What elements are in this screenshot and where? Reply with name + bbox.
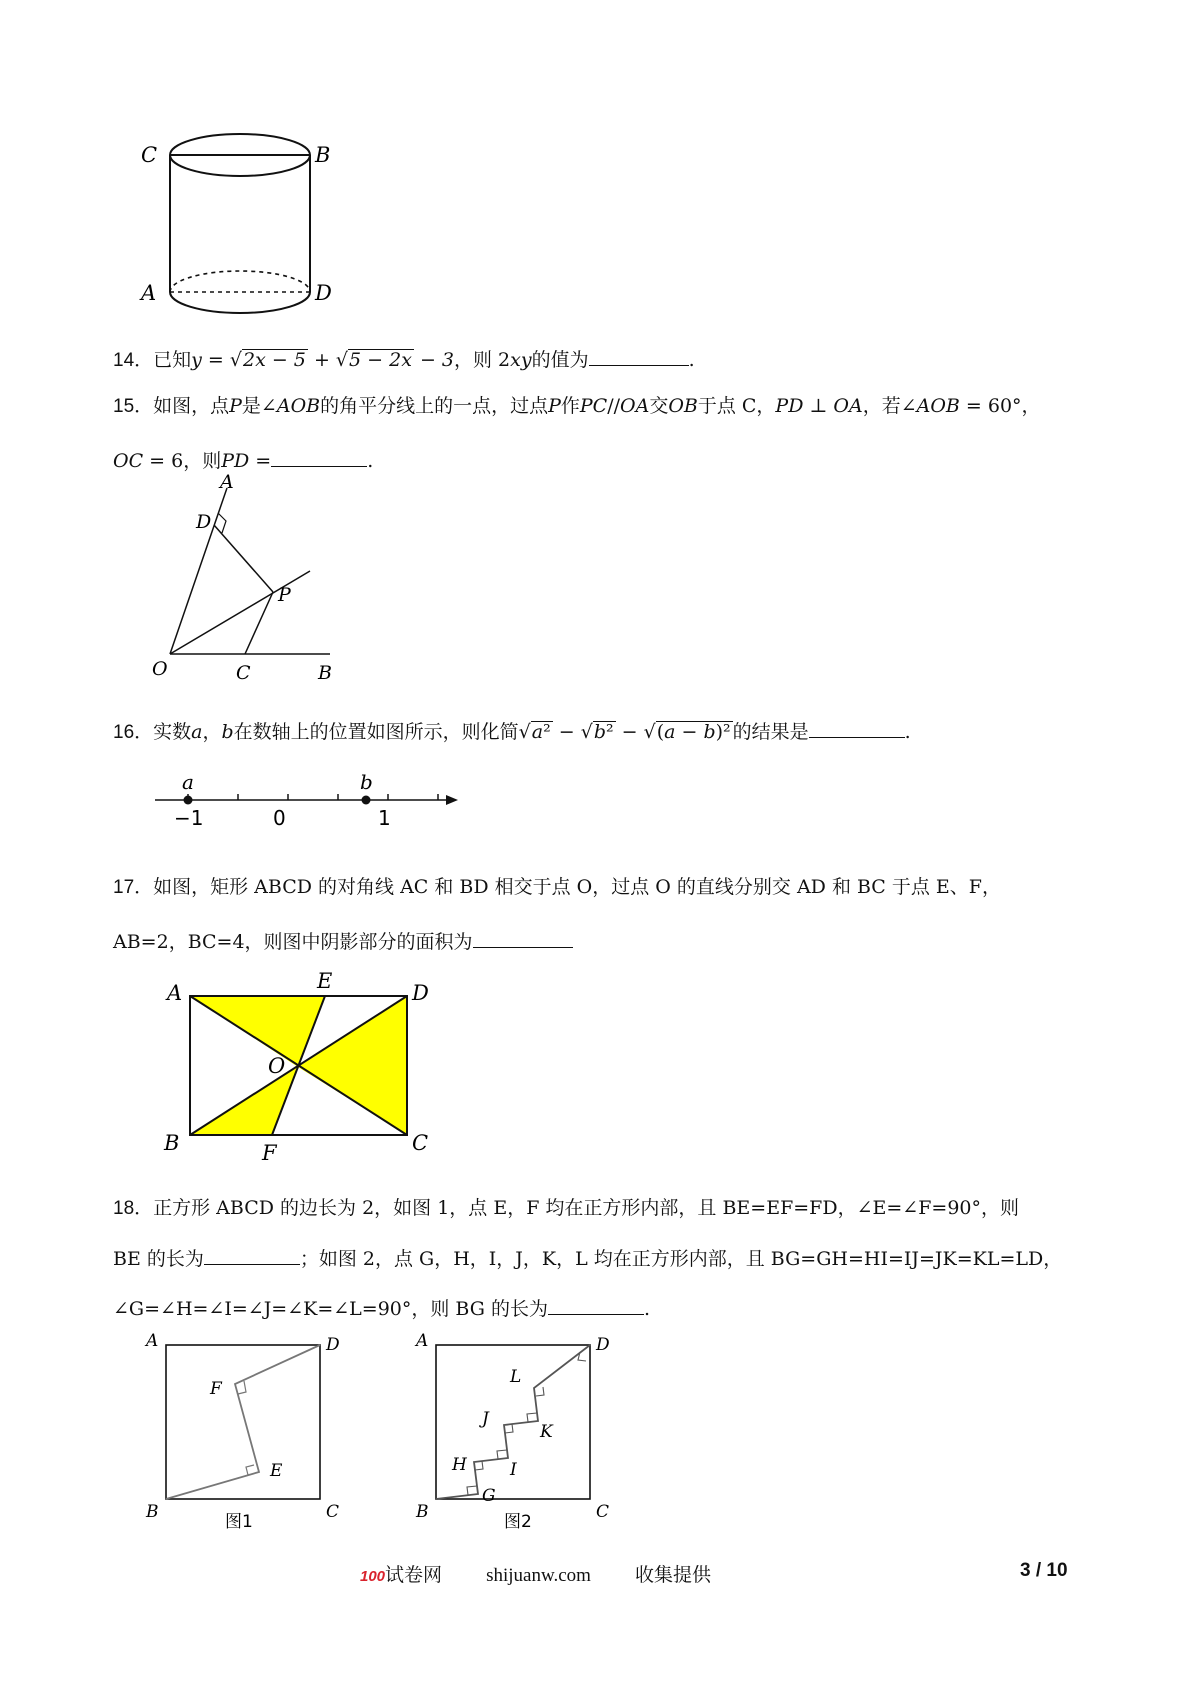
site-logo: 100: [360, 1568, 386, 1585]
label-B: B: [164, 1131, 180, 1155]
answer-blank: [204, 1246, 300, 1265]
answer-blank: [589, 347, 689, 366]
label-a: a: [182, 770, 194, 794]
answer-blank: [271, 448, 367, 467]
label-O: O: [268, 1054, 286, 1078]
question-17: 17．如图，矩形 ABCD 的对角线 AC 和 BD 相交于点 O，过点 O 的直线分别交 AD 和 BC 于点 E、F， AB=2，BC=4，则图中阴影部分的面积为: [113, 876, 1001, 953]
label-B: B: [315, 143, 331, 167]
site-url: shijuanw.com: [486, 1565, 591, 1586]
label-B: B: [416, 1502, 429, 1522]
label-A: A: [220, 471, 234, 493]
answer-blank: [473, 929, 573, 948]
q15-line1: 如图，点𝑃是∠𝐴𝑂𝐵的角平分线上的一点，过点𝑃作𝑃𝐶//𝑂𝐴交𝑂𝐵于点 C，𝑃𝐷 ⊥ 𝑂𝐴，若∠𝐴𝑂𝐵 = 60°，: [153, 395, 1041, 417]
square-figure-2: [410, 1330, 620, 1530]
angle-bisector-figure: [140, 471, 340, 688]
radical-1: 𝑎²: [531, 721, 551, 743]
label-K: K: [540, 1422, 553, 1442]
label-O: O: [152, 658, 168, 680]
label-J: J: [482, 1409, 489, 1429]
rectangle-figure: [162, 969, 442, 1165]
label-C: C: [141, 143, 158, 167]
question-16: 16．实数𝑎，𝑏在数轴上的位置如图所示，则化简√𝑎² − √𝑏² − √(𝑎 − 𝑏)² 的结果是 .: [113, 721, 911, 743]
radical-2: 𝑏²: [593, 721, 614, 743]
radical-2: 5 − 2x: [349, 349, 412, 371]
label-I: I: [510, 1460, 517, 1480]
question-18: 18．正方形 ABCD 的边长为 2，如图 1，点 E，F 均在正方形内部，且 BE=EF=FD，∠E=∠F=90°，则 BE 的长为 ；如图 2，点 G，H，I，J，K，L 均在正方形内部，且 BG=GH=HI=IJ=JK=KL=LD， ∠G=∠H=∠I=∠J=∠K=∠L=90°，则 BG 的长为 .: [113, 1197, 1063, 1320]
label-B: B: [146, 1502, 159, 1522]
label-A: A: [141, 281, 157, 305]
label-D: D: [196, 511, 212, 533]
source-credit: 收集提供: [634, 1564, 711, 1586]
label-A: A: [146, 1331, 159, 1351]
site-name: 试卷网: [385, 1564, 443, 1586]
caption-figure-1: 图1: [225, 1512, 253, 1532]
question-14: 14．已知y = √2x − 5 + √5 − 2x − 3，则 2xy的值为 .: [113, 349, 695, 371]
label-A: A: [167, 981, 183, 1005]
segment-PD: [214, 525, 273, 592]
answer-blank: [548, 1296, 644, 1315]
caption-figure-2: 图2: [504, 1512, 532, 1532]
label-C: C: [326, 1502, 340, 1522]
shaded-region-AEO: [190, 996, 325, 1067]
question-15: 15．如图，点𝑃是∠𝐴𝑂𝐵的角平分线上的一点，过点𝑃作𝑃𝐶//𝑂𝐴交𝑂𝐵于点 C，𝑃𝐷 ⊥ 𝑂𝐴，若∠𝐴𝑂𝐵 = 60°， 𝑂𝐶 = 6，则𝑃𝐷 = .: [113, 395, 1041, 472]
path-B-E-F-D: [166, 1345, 320, 1499]
label-E: E: [270, 1461, 283, 1481]
tick-label-neg1: −1: [174, 806, 204, 830]
label-G: G: [482, 1486, 496, 1506]
label-D: D: [326, 1335, 340, 1355]
answer-blank: [809, 719, 905, 738]
footer-source: [360, 1560, 711, 1587]
point-b: [362, 796, 371, 805]
label-C: C: [596, 1502, 610, 1522]
q15-line2: 𝑂𝐶 = 6，则𝑃𝐷 =: [113, 450, 272, 472]
tick-label-0: 0: [273, 806, 286, 830]
label-P: P: [278, 584, 291, 606]
label-D: D: [315, 281, 332, 305]
q17-line2: AB=2，BC=4，则图中阴影部分的面积为: [113, 931, 473, 953]
radical-1: 2x − 5: [243, 349, 306, 371]
label-B: B: [318, 662, 332, 684]
page-number: 3 / 10: [1020, 1560, 1068, 1581]
label-H: H: [452, 1455, 467, 1475]
q18-line1: 正方形 ABCD 的边长为 2，如图 1，点 E，F 均在正方形内部，且 BE=EF=FD，∠E=∠F=90°，则: [153, 1197, 1020, 1219]
label-b: b: [360, 770, 373, 794]
label-F: F: [210, 1379, 222, 1399]
point-a: [184, 796, 193, 805]
label-E: E: [317, 969, 333, 993]
square-figure-1: [140, 1330, 350, 1530]
tick-label-1: 1: [378, 806, 391, 830]
label-L: L: [510, 1367, 522, 1387]
number-line-figure: [150, 772, 470, 832]
cylinder-bottom-back: [170, 271, 310, 292]
label-D: D: [412, 981, 429, 1005]
arrow-head: [446, 795, 458, 805]
label-A: A: [416, 1331, 429, 1351]
cylinder-figure: [135, 120, 345, 325]
label-F: F: [262, 1141, 277, 1165]
label-C: C: [412, 1131, 429, 1155]
label-C: C: [236, 662, 251, 684]
label-D: D: [596, 1335, 610, 1355]
radical-3: (𝑎 − 𝑏)²: [656, 721, 731, 743]
cylinder-bottom-front: [170, 292, 310, 313]
q17-line1: 如图，矩形 ABCD 的对角线 AC 和 BD 相交于点 O，过点 O 的直线分别交 AD 和 BC 于点 E、F，: [153, 876, 1001, 898]
